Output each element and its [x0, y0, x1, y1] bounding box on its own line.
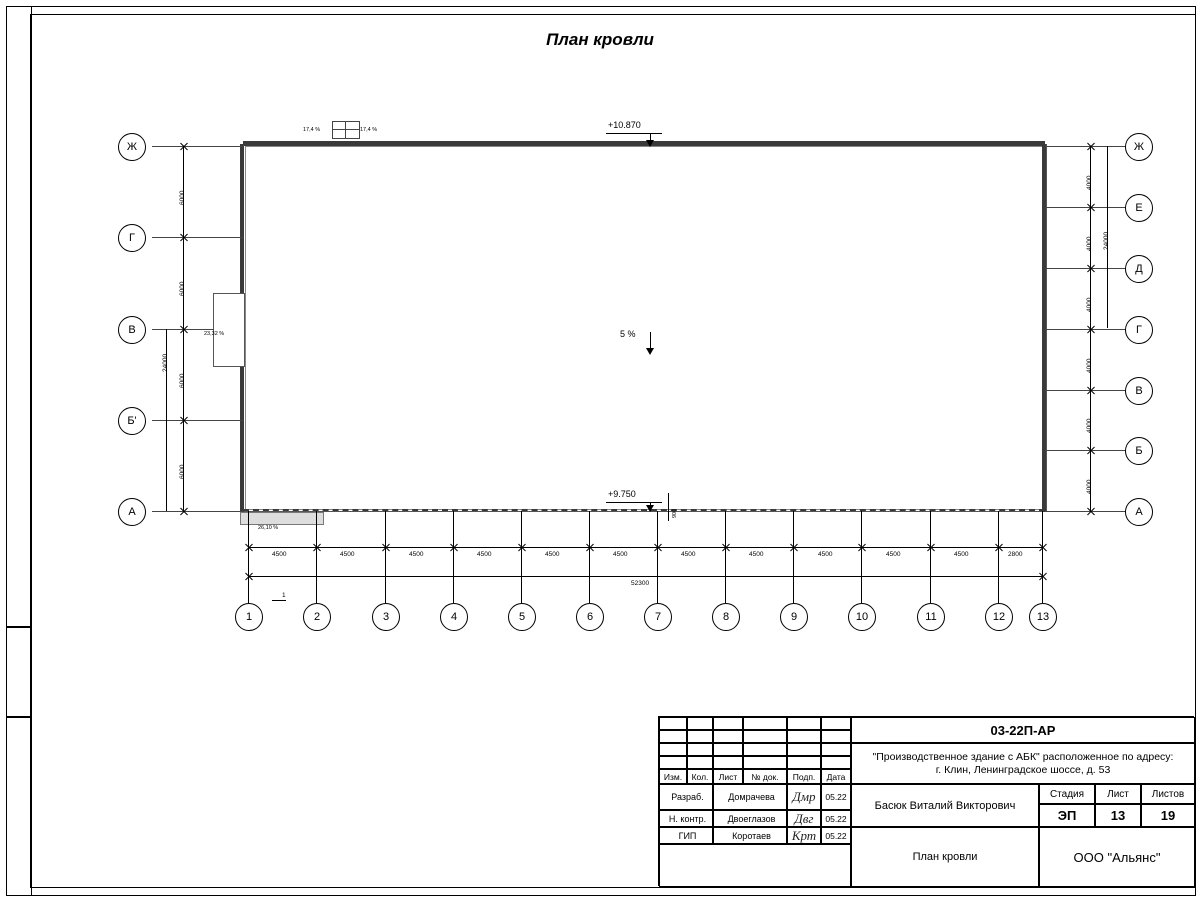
tb-date-2: 05.22	[821, 827, 851, 844]
tb-role-0: Разраб.	[659, 784, 713, 810]
dim-label-bottom-12: 2800	[1008, 551, 1023, 558]
dim-label-right-total: 24000	[1103, 231, 1110, 250]
dim-tick-right-2	[1086, 264, 1095, 273]
dim-label-right-1: 4000	[1086, 236, 1093, 251]
axis-line-bottom-6	[589, 511, 590, 603]
dim-label-bottom-9: 4500	[818, 551, 833, 558]
tb-chief: Басюк Виталий Викторович	[851, 784, 1039, 827]
axis-marker-right-3[interactable]: Г	[1125, 316, 1153, 344]
dim-tick-bottom-9	[789, 543, 798, 552]
axis-line-bottom-13	[1042, 511, 1043, 603]
tb-date-0: 05.22	[821, 784, 851, 810]
dim-tick-left-0	[179, 142, 188, 151]
dim-label-bottom-total: 52300	[631, 580, 650, 587]
axis-line-bottom-9	[793, 511, 794, 603]
axis-marker-left-0[interactable]: Ж	[118, 133, 146, 161]
axis-line-left-2	[152, 237, 244, 238]
tb-blank-r0c4	[787, 717, 821, 730]
dim-label-right-3: 4000	[1086, 358, 1093, 373]
dim-label-right-5: 4000	[1086, 479, 1093, 494]
tb-stage-label: Стадия	[1039, 784, 1095, 804]
axis-line-bottom-12	[998, 511, 999, 603]
dim-tick-left-2	[179, 325, 188, 334]
slope-label-left-2: 17,4 %	[360, 127, 378, 133]
tb-object-line2: г. Клин, Ленинградское шоссе, д. 53	[935, 763, 1111, 776]
axis-line-bottom-2	[316, 511, 317, 603]
dim-tick-bottom-6	[585, 543, 594, 552]
axis-marker-bottom-10[interactable]: 10	[848, 603, 876, 631]
axis-marker-right-1[interactable]: Е	[1125, 194, 1153, 222]
dim-label-left-3: 6000	[179, 464, 186, 479]
tb-blank-r0c0	[659, 717, 687, 730]
axis-marker-bottom-13[interactable]: 13	[1029, 603, 1057, 631]
tb-blank-r3c0	[659, 756, 687, 769]
roof-equipment-box	[213, 293, 245, 367]
canopy-block	[240, 512, 324, 525]
axis-marker-left-1[interactable]: Г	[118, 224, 146, 252]
axis-marker-bottom-4[interactable]: 4	[440, 603, 468, 631]
tb-name-1: Двоеглазов	[713, 810, 787, 827]
dim-tick-bottom-8	[721, 543, 730, 552]
dim-tick-bottom-7	[653, 543, 662, 552]
slope-label-left-1: 17,4 %	[303, 127, 321, 133]
axis-line-bottom-3	[385, 511, 386, 603]
tb-blank-r2c1	[687, 743, 713, 756]
tb-object-line1: "Производственное здание с АБК" расположенное по адресу:	[872, 750, 1174, 763]
dim-label-left-0: 6000	[179, 190, 186, 205]
dim-tick-right-1	[1086, 203, 1095, 212]
dim-tick-left-3	[179, 416, 188, 425]
dim-tick-left-1	[179, 233, 188, 242]
axis-line-bottom-8	[725, 511, 726, 603]
tb-blank-r3c5	[821, 756, 851, 769]
tb-blank-r0c1	[687, 717, 713, 730]
dim-label-bottom-8: 4500	[749, 551, 764, 558]
dim-tick-bottom-10	[857, 543, 866, 552]
tb-col-header-0: Изм.	[659, 769, 687, 784]
roof-parapet-bottom	[243, 509, 1045, 511]
node-callout-line	[272, 600, 286, 601]
tb-date-1: 05.22	[821, 810, 851, 827]
dim-tick-right-5	[1086, 446, 1095, 455]
margin-box-mid	[6, 626, 32, 718]
axis-line-bottom-10	[861, 511, 862, 603]
tb-blank-r3c3	[743, 756, 787, 769]
dim-chain-bottom-total	[248, 576, 1042, 577]
parapet-dim-label: 900	[672, 508, 678, 518]
dim-tick-right-4	[1086, 386, 1095, 395]
axis-marker-bottom-2[interactable]: 2	[303, 603, 331, 631]
tb-blank-r1c0	[659, 730, 687, 743]
axis-marker-right-5[interactable]: Б	[1125, 437, 1153, 465]
tb-col-header-1: Кол.	[687, 769, 713, 784]
tb-col-header-5: Дата	[821, 769, 851, 784]
dim-tick-right-0	[1086, 142, 1095, 151]
tb-blank-r2c0	[659, 743, 687, 756]
axis-marker-left-4[interactable]: А	[118, 498, 146, 526]
tb-col-header-3: № док.	[743, 769, 787, 784]
tb-blank-r1c2	[713, 730, 743, 743]
dim-label-bottom-5: 4500	[545, 551, 560, 558]
tb-role-2: ГИП	[659, 827, 713, 844]
elevation-bottom-underline	[606, 502, 662, 503]
axis-line-bottom-1	[248, 511, 249, 603]
dim-label-left-total: 24000	[162, 353, 169, 372]
elevation-top-underline	[606, 133, 662, 134]
axis-marker-bottom-12[interactable]: 12	[985, 603, 1013, 631]
tb-blank-r3c1	[687, 756, 713, 769]
title-block	[658, 716, 1194, 886]
roof-parapet-top	[243, 141, 1045, 146]
tb-project-code: 03-22П-АР	[851, 717, 1195, 743]
axis-marker-right-4[interactable]: В	[1125, 377, 1153, 405]
tb-blank-r0c2	[713, 717, 743, 730]
dim-tick-bottom-4	[449, 543, 458, 552]
tb-blank-r2c2	[713, 743, 743, 756]
slope-label-canopy: 26,10 %	[258, 525, 279, 531]
dim-label-bottom-6: 4500	[613, 551, 628, 558]
tb-sign-2: Крт	[787, 827, 821, 844]
tb-name-0: Домрачева	[713, 784, 787, 810]
dim-tick-right-6	[1086, 507, 1095, 516]
tb-sheet-name: План кровли	[851, 827, 1039, 887]
tb-name-2: Коротаев	[713, 827, 787, 844]
dim-label-left-1: 6000	[179, 281, 186, 296]
tb-blank-r1c4	[787, 730, 821, 743]
dim-tick-bottom-13	[1038, 543, 1047, 552]
tb-blank-r1c5	[821, 730, 851, 743]
tb-company: ООО "Альянс"	[1039, 827, 1195, 887]
margin-box-top	[6, 6, 32, 628]
tb-sign-0: Дмр	[787, 784, 821, 810]
axis-line-bottom-7	[657, 511, 658, 603]
elevation-top-arrow	[646, 140, 654, 147]
axis-line-bottom-4	[453, 511, 454, 603]
slope-label-box: 23,32 %	[204, 331, 225, 337]
roof-outline	[243, 144, 1047, 512]
axis-marker-left-3[interactable]: Б'	[118, 407, 146, 435]
tb-blank-r1c1	[687, 730, 713, 743]
tb-blank-r3c2	[713, 756, 743, 769]
axis-marker-bottom-8[interactable]: 8	[712, 603, 740, 631]
elevation-top-label: +10.870	[608, 120, 641, 130]
axis-marker-bottom-11[interactable]: 11	[917, 603, 945, 631]
dim-chain-bottom	[248, 547, 1042, 548]
parapet-dim-line	[668, 493, 669, 521]
tb-col-header-2: Лист	[713, 769, 743, 784]
dim-label-right-4: 4000	[1086, 418, 1093, 433]
dim-tick-bottom-5	[517, 543, 526, 552]
axis-line-left-5	[152, 511, 244, 512]
dim-label-bottom-11: 4500	[954, 551, 969, 558]
dim-label-left-2: 6000	[179, 373, 186, 388]
dim-label-right-2: 4000	[1086, 297, 1093, 312]
axis-marker-bottom-6[interactable]: 6	[576, 603, 604, 631]
tb-blank-r0c3	[743, 717, 787, 730]
axis-marker-bottom-3[interactable]: 3	[372, 603, 400, 631]
axis-marker-bottom-1[interactable]: 1	[235, 603, 263, 631]
slope-label-center: 5 %	[620, 329, 636, 339]
tb-object	[851, 743, 1195, 784]
tb-bottom-left-blank	[659, 844, 851, 887]
dim-tick-left-4	[179, 507, 188, 516]
axis-marker-right-6[interactable]: А	[1125, 498, 1153, 526]
axis-marker-right-2[interactable]: Д	[1125, 255, 1153, 283]
axis-marker-bottom-7[interactable]: 7	[644, 603, 672, 631]
tb-list-label: Лист	[1095, 784, 1141, 804]
dim-label-bottom-10: 4500	[886, 551, 901, 558]
axis-marker-bottom-9[interactable]: 9	[780, 603, 808, 631]
axis-line-bottom-5	[521, 511, 522, 603]
dim-label-bottom-4: 4500	[477, 551, 492, 558]
tb-lists-label: Листов	[1141, 784, 1195, 804]
dim-tick-total-right	[1038, 572, 1047, 581]
tb-stage-value: ЭП	[1039, 804, 1095, 827]
dim-tick-bottom-12	[994, 543, 1003, 552]
dim-tick-bottom-1	[244, 543, 253, 552]
slope-arrow-head	[646, 348, 654, 355]
page-title: План кровли	[546, 30, 654, 49]
roof-vent-box	[332, 121, 360, 139]
elevation-bottom-label: +9.750	[608, 489, 636, 499]
dim-label-bottom-1: 4500	[272, 551, 287, 558]
dim-label-bottom-2: 4500	[340, 551, 355, 558]
elevation-bottom-arrow	[646, 505, 654, 512]
dim-tick-bottom-11	[926, 543, 935, 552]
dim-tick-right-3	[1086, 325, 1095, 334]
dim-tick-bottom-3	[381, 543, 390, 552]
node-callout-label[interactable]: 1	[282, 592, 286, 599]
tb-blank-r1c3	[743, 730, 787, 743]
tb-lists-value: 19	[1141, 804, 1195, 827]
tb-col-header-4: Подп.	[787, 769, 821, 784]
tb-blank-r3c4	[787, 756, 821, 769]
tb-blank-r2c3	[743, 743, 787, 756]
dim-tick-total-left	[244, 572, 253, 581]
dim-label-right-0: 4000	[1086, 175, 1093, 190]
tb-sign-1: Двг	[787, 810, 821, 827]
axis-marker-left-2[interactable]: В	[118, 316, 146, 344]
tb-list-value: 13	[1095, 804, 1141, 827]
dim-tick-bottom-2	[312, 543, 321, 552]
dim-label-bottom-3: 4500	[409, 551, 424, 558]
tb-blank-r0c5	[821, 717, 851, 730]
axis-marker-bottom-5[interactable]: 5	[508, 603, 536, 631]
tb-blank-r2c5	[821, 743, 851, 756]
tb-blank-r2c4	[787, 743, 821, 756]
dim-label-bottom-7: 4500	[681, 551, 696, 558]
axis-marker-right-0[interactable]: Ж	[1125, 133, 1153, 161]
axis-line-bottom-11	[930, 511, 931, 603]
roof-parapet-right	[1042, 144, 1046, 512]
margin-box-bottom	[6, 716, 32, 896]
axis-line-left-1	[152, 146, 244, 147]
tb-role-1: Н. контр.	[659, 810, 713, 827]
